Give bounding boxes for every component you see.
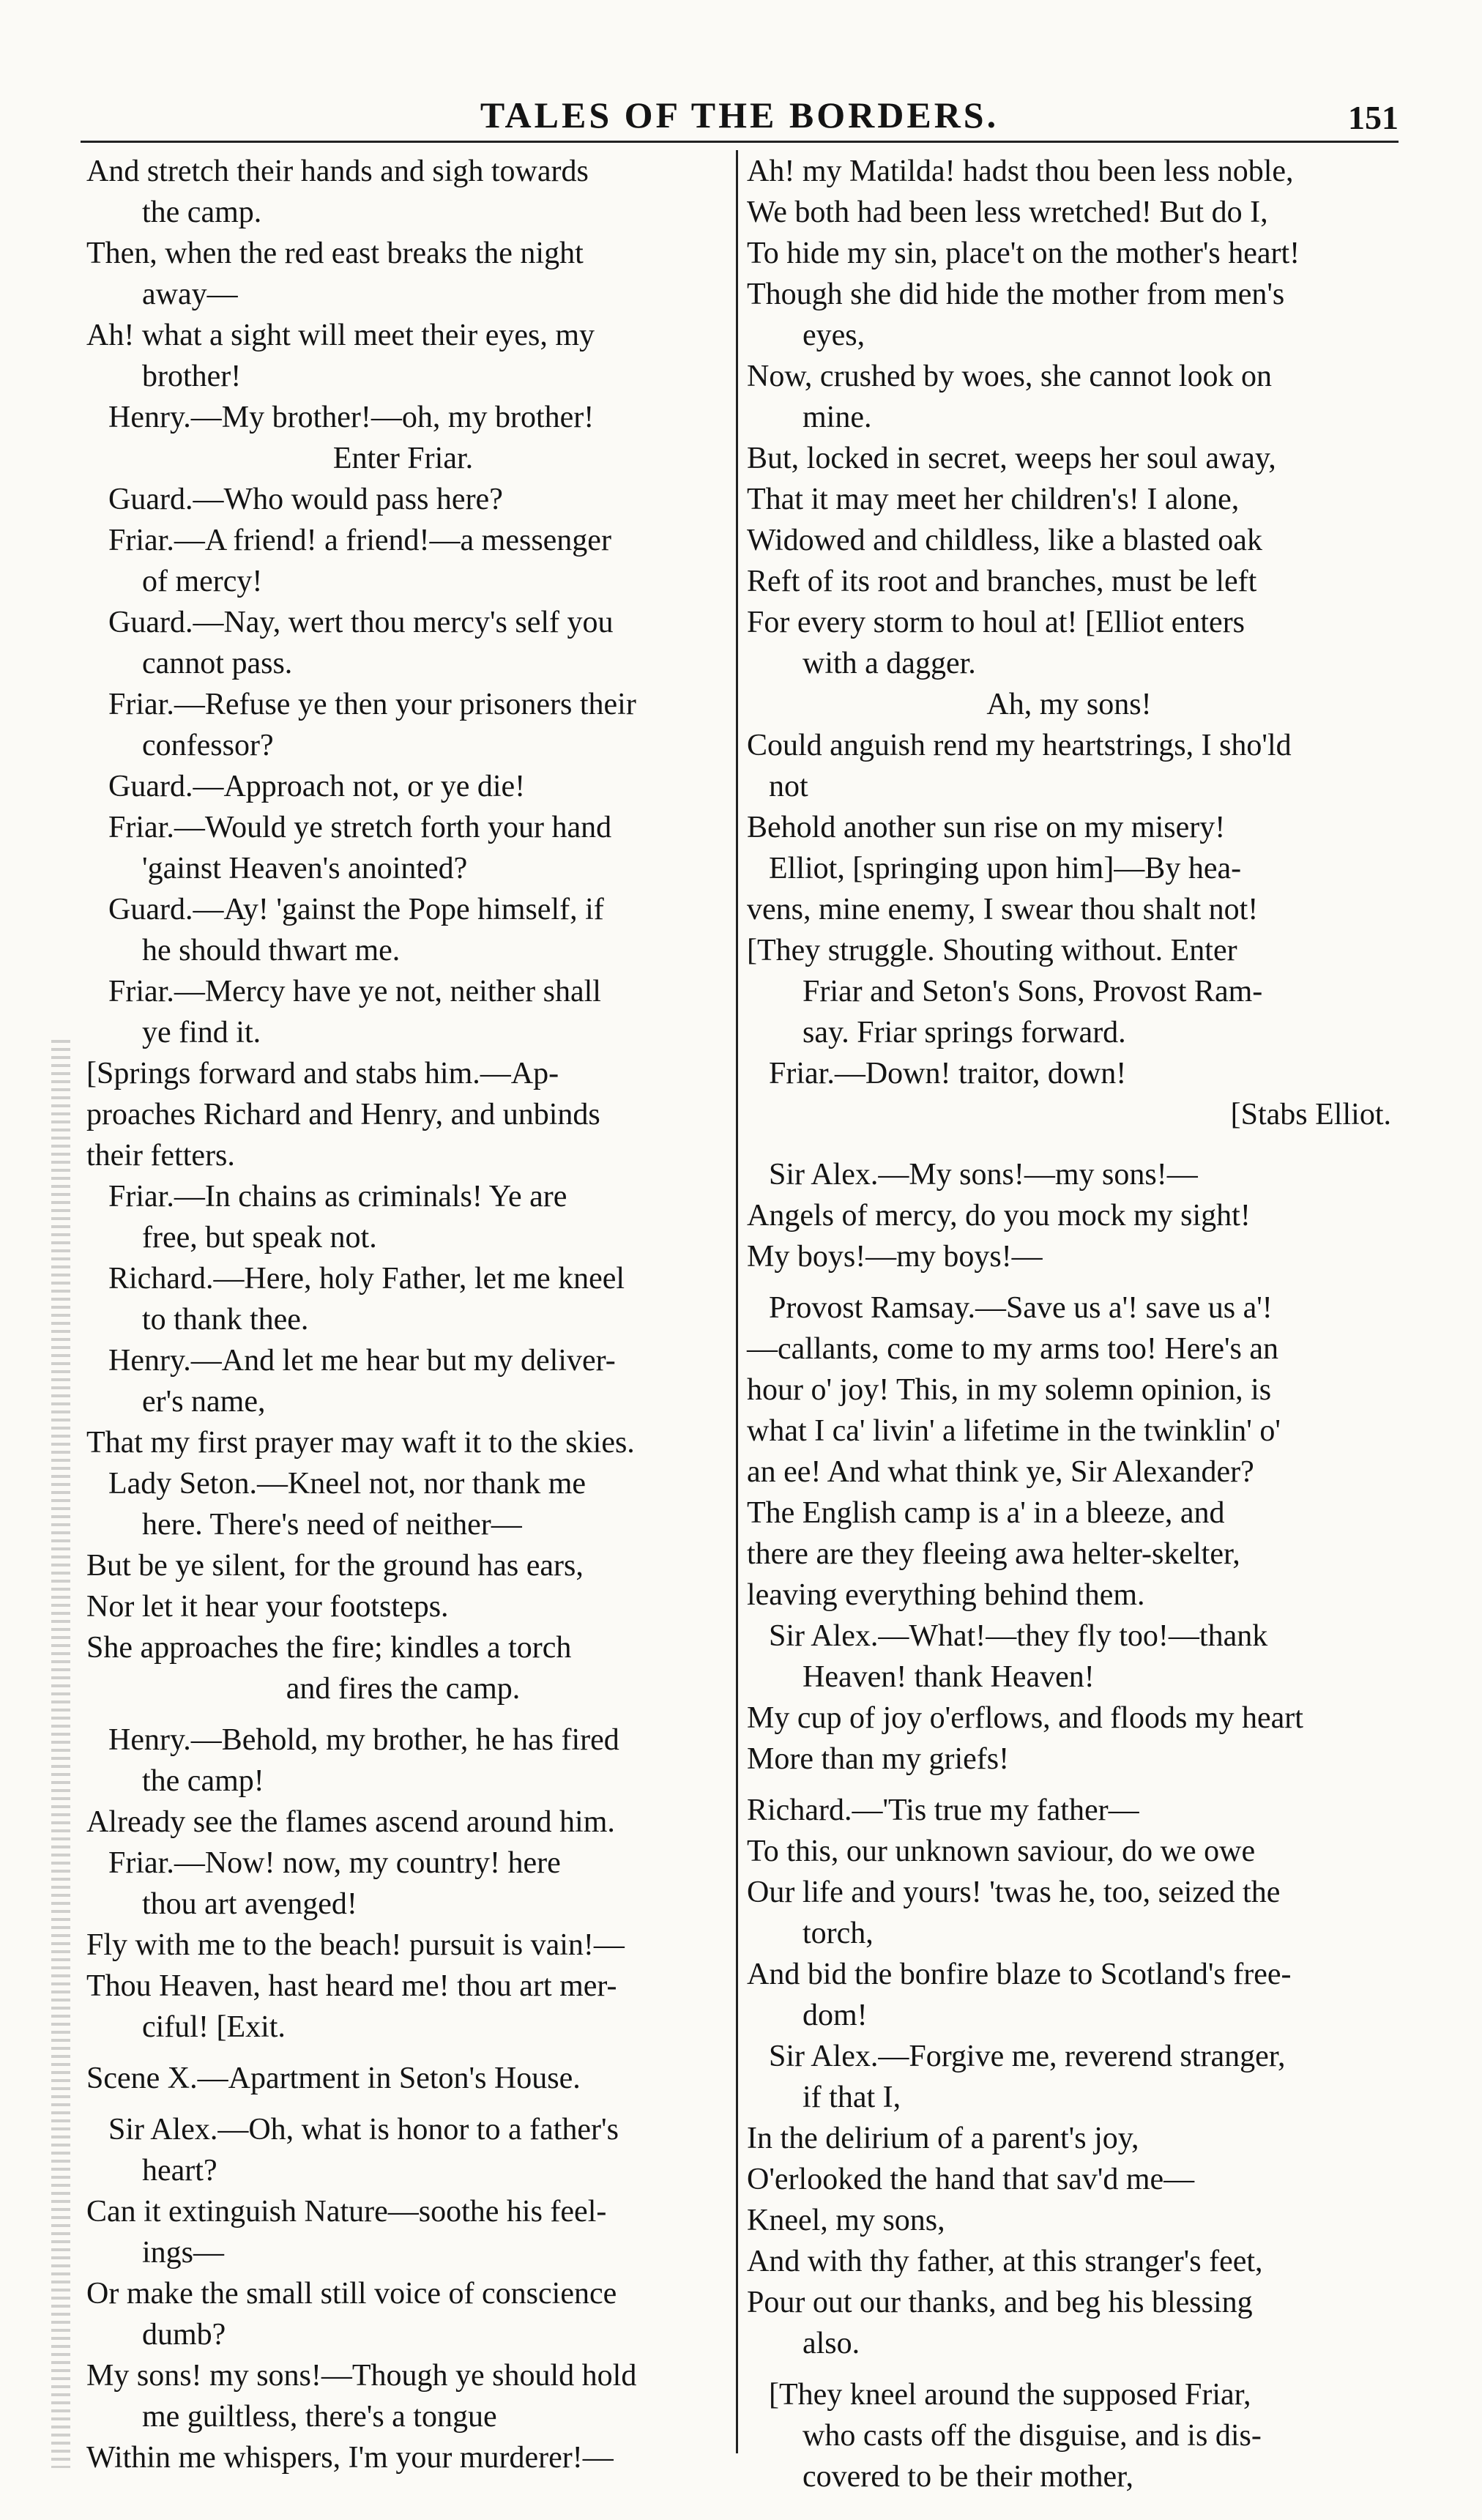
text-line: My boys!—my boys!— — [747, 1240, 1043, 1274]
text-line: proaches Richard and Henry, and unbinds — [86, 1098, 600, 1131]
text-line: Widowed and childless, like a blasted oak — [747, 524, 1262, 557]
text-line: [Springs forward and stabs him.—Ap- — [86, 1057, 559, 1090]
text-line: Richard.—Here, holy Father, let me kneel — [108, 1262, 625, 1296]
text-line: Guard.—Who would pass here? — [108, 483, 503, 516]
text-line: Friar and Seton's Sons, Provost Ram- — [803, 975, 1263, 1008]
text-line: My cup of joy o'erflows, and floods my heart — [747, 1701, 1303, 1735]
text-line: Sir Alex.—What!—they fly too!—thank — [769, 1619, 1268, 1653]
text-line: Behold another sun rise on my misery! — [747, 811, 1226, 844]
text-line: cannot pass. — [142, 647, 293, 680]
page-number: 151 — [1348, 99, 1399, 136]
text-line: Within me whispers, I'm your murderer!— — [86, 2441, 614, 2475]
text-line: an ee! And what think ye, Sir Alexander? — [747, 1455, 1254, 1489]
text-line: dumb? — [142, 2318, 226, 2352]
line-spacer — [747, 1135, 1391, 1154]
text-line: 'gainst Heaven's anointed? — [142, 852, 468, 885]
text-line: Lady Seton.—Kneel not, nor thank me — [108, 1467, 587, 1501]
text-line: heart? — [142, 2154, 217, 2188]
text-line: the camp. — [142, 196, 262, 229]
text-line: My sons! my sons!—Though ye should hold — [86, 2359, 637, 2393]
text-line: me guiltless, there's a tongue — [142, 2400, 497, 2434]
text-line: ings— — [142, 2236, 225, 2270]
text-line: She approaches the fire; kindles a torch — [86, 1631, 572, 1665]
text-line: O'erlooked the hand that sav'd me— — [747, 2163, 1195, 2196]
text-line: That my first prayer may waft it to the skies. — [86, 1426, 635, 1460]
left-column — [86, 151, 720, 2478]
text-line: And with thy father, at this stranger's feet, — [747, 2245, 1263, 2278]
text-line: To this, our unknown saviour, do we owe — [747, 1835, 1256, 1868]
text-line: their fetters. — [86, 1139, 235, 1172]
text-line: Friar.—Mercy have ye not, neither shall — [108, 975, 601, 1008]
text-line: Ah! what a sight will meet their eyes, my — [86, 319, 595, 352]
text-line: here. There's need of neither— — [142, 1508, 522, 1542]
line-spacer — [86, 1709, 720, 1720]
text-line: covered to be their mother, — [803, 2460, 1133, 2494]
text-line: Friar.—Refuse ye then your prisoners their — [108, 688, 636, 721]
text-line: That it may meet her children's! I alone, — [747, 483, 1240, 516]
text-line: We both had been less wretched! But do I, — [747, 196, 1268, 229]
text-line: Angels of mercy, do you mock my sight! — [747, 1199, 1251, 1233]
text-line: ye find it. — [142, 1016, 261, 1049]
text-line: To hide my sin, place't on the mother's heart! — [747, 237, 1300, 270]
text-line: thou art avenged! — [142, 1887, 357, 1921]
text-line: Guard.—Ay! 'gainst the Pope himself, if — [108, 893, 604, 926]
text-line: ciful! [Exit. — [142, 2010, 286, 2044]
text-line: eyes, — [803, 319, 865, 352]
text-line: say. Friar springs forward. — [803, 1016, 1126, 1049]
text-line: there are they fleeing awa helter-skelter, — [747, 1537, 1240, 1571]
text-line: —callants, come to my arms too! Here's an — [747, 1332, 1279, 1366]
text-line: Provost Ramsay.—Save us a'! save us a'! — [769, 1291, 1273, 1325]
text-line: he should thwart me. — [142, 934, 401, 967]
text-line: the camp! — [142, 1764, 264, 1798]
text-line: Friar.—A friend! a friend!—a messenger — [108, 524, 611, 557]
text-line: Guard.—Approach not, or ye die! — [108, 770, 526, 803]
text-line: Heaven! thank Heaven! — [803, 1660, 1095, 1694]
page-header — [81, 88, 1399, 146]
text-line: Kneel, my sons, — [747, 2204, 945, 2237]
text-line: Ah! my Matilda! hadst thou been less noble, — [747, 155, 1294, 188]
text-line: Though she did hide the mother from men's — [747, 278, 1285, 311]
text-line: More than my griefs! — [747, 1742, 1010, 1776]
text-line: Friar.—Would ye stretch forth your hand — [108, 811, 612, 844]
text-line: torch, — [803, 1917, 874, 1950]
line-spacer — [747, 1277, 1391, 1287]
text-line: [Stabs Elliot. — [1230, 1098, 1391, 1131]
text-line: away— — [142, 278, 238, 311]
text-line: The English camp is a' in a bleeze, and — [747, 1496, 1225, 1530]
text-line: dom! — [803, 1999, 868, 2032]
running-title: TALES OF THE BORDERS. — [480, 94, 999, 135]
text-line: But, locked in secret, weeps her soul away, — [747, 442, 1276, 475]
text-line: er's name, — [142, 1385, 266, 1419]
text-line: Can it extinguish Nature—soothe his feel- — [86, 2195, 607, 2229]
text-line: Richard.—'Tis true my father— — [747, 1794, 1139, 1827]
text-line: Friar.—In chains as criminals! Ye are — [108, 1180, 567, 1213]
text-line: free, but speak not. — [142, 1221, 377, 1255]
text-line: confessor? — [142, 729, 274, 762]
text-line: Henry.—My brother!—oh, my brother! — [108, 401, 595, 434]
text-line: Now, crushed by woes, she cannot look on — [747, 360, 1272, 393]
text-line: vens, mine enemy, I swear thou shalt not! — [747, 893, 1259, 926]
text-line: Sir Alex.—Forgive me, reverend stranger, — [769, 2040, 1286, 2073]
text-line: [They kneel around the supposed Friar, — [769, 2378, 1251, 2412]
text-line: with a dagger. — [803, 647, 976, 680]
text-line: Henry.—Behold, my brother, he has fired — [108, 1723, 619, 1757]
text-line: Nor let it hear your footsteps. — [86, 1590, 449, 1624]
text-line: Henry.—And let me hear but my deliver- — [108, 1344, 616, 1378]
text-line: Ah, my sons! — [986, 688, 1152, 721]
column-divider — [736, 150, 738, 2453]
text-line: For every storm to houl at! [Elliot enters — [747, 606, 1245, 639]
text-line: Then, when the red east breaks the night — [86, 237, 584, 270]
text-line: Enter Friar. — [332, 442, 474, 475]
text-line: hour o' joy! This, in my solemn opinion, is — [747, 1373, 1272, 1407]
text-line: But be ye silent, for the ground has ears, — [86, 1549, 584, 1583]
text-line: brother! — [142, 360, 242, 393]
text-line: Fly with me to the beach! pursuit is vain!— — [86, 1928, 625, 1962]
text-line: Sir Alex.—Oh, what is honor to a father's — [108, 2113, 619, 2147]
text-line: to thank thee. — [142, 1303, 309, 1337]
text-line: And bid the bonfire blaze to Scotland's free- — [747, 1958, 1292, 1991]
text-line: Already see the flames ascend around him. — [86, 1805, 615, 1839]
text-line: also. — [803, 2327, 860, 2360]
text-line: Friar.—Down! traitor, down! — [769, 1057, 1127, 1090]
right-column — [747, 151, 1391, 2497]
binding-margin-smudge — [51, 1040, 70, 2468]
text-line: Sir Alex.—My sons!—my sons!— — [769, 1158, 1198, 1192]
text-line: [They struggle. Shouting without. Enter — [747, 934, 1237, 967]
text-line: Guard.—Nay, wert thou mercy's self you — [108, 606, 614, 639]
text-line: what I ca' livin' a lifetime in the twinklin' o' — [747, 1414, 1281, 1448]
text-line: mine. — [803, 401, 872, 434]
text-line: who casts off the disguise, and is dis- — [803, 2419, 1262, 2453]
text-line: Our life and yours! 'twas he, too, seized the — [747, 1876, 1281, 1909]
line-spacer — [86, 2099, 720, 2109]
text-line: And stretch their hands and sigh towards — [86, 155, 589, 188]
text-line: Friar.—Now! now, my country! here — [108, 1846, 561, 1880]
text-line: Or make the small still voice of conscience — [86, 2277, 617, 2311]
text-line: Reft of its root and branches, must be left — [747, 565, 1257, 598]
text-line: Pour out our thanks, and beg his blessing — [747, 2286, 1253, 2319]
text-line: and fires the camp. — [286, 1672, 521, 1706]
text-line: Could anguish rend my heartstrings, I sho'ld — [747, 729, 1292, 762]
text-line: if that I, — [803, 2081, 901, 2114]
text-line: not — [769, 770, 808, 803]
text-line: Scene X.—Apartment in Seton's House. — [86, 2062, 581, 2095]
text-line: In the delirium of a parent's joy, — [747, 2122, 1139, 2155]
header-rule — [81, 141, 1399, 143]
line-spacer — [86, 2048, 720, 2058]
line-spacer — [747, 1780, 1391, 1790]
text-line: leaving everything behind them. — [747, 1578, 1145, 1612]
line-spacer — [747, 2364, 1391, 2374]
text-line: Elliot, [springing upon him]—By hea- — [769, 852, 1242, 885]
text-line: of mercy! — [142, 565, 263, 598]
text-line: Thou Heaven, hast heard me! thou art mer- — [86, 1969, 617, 2003]
